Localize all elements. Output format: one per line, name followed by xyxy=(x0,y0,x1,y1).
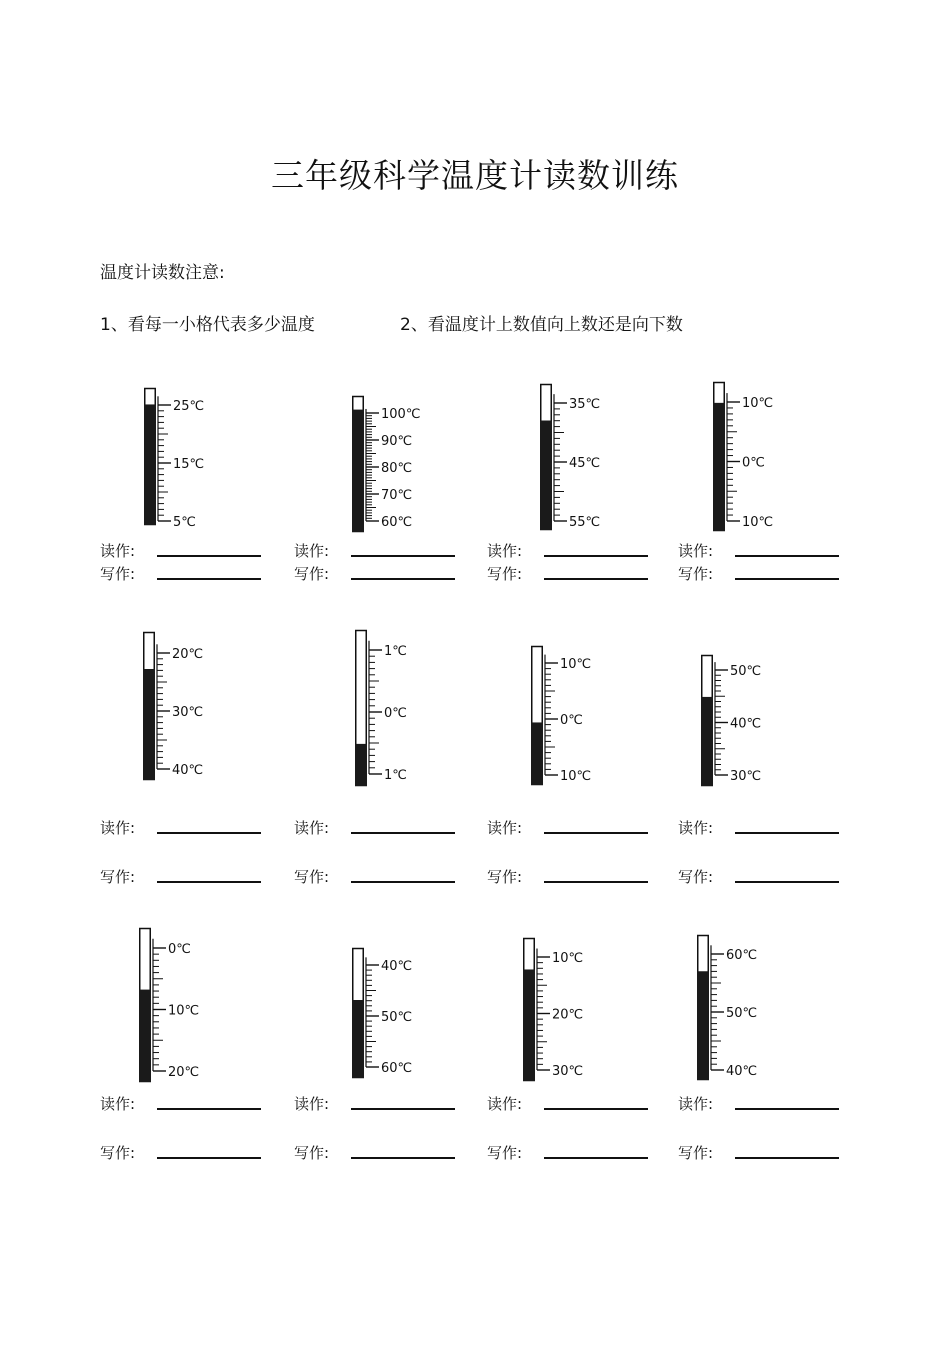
scale-label: 0℃ xyxy=(560,713,583,728)
scale-label: 0℃ xyxy=(384,706,407,721)
note-1: 1、看每一小格代表多少温度 xyxy=(100,315,315,335)
scale-label: 90℃ xyxy=(381,434,413,449)
notes-heading: 温度计读数注意: xyxy=(100,263,225,283)
read-answer-line[interactable] xyxy=(735,832,839,834)
scale-label: 0℃ xyxy=(742,455,765,471)
scale-label: 80℃ xyxy=(381,461,413,476)
read-label: 读作: xyxy=(487,1095,523,1113)
scale-label: 20℃ xyxy=(168,1065,200,1080)
scale-label: 35℃ xyxy=(569,397,601,412)
thermometer-graphic xyxy=(355,630,435,786)
scale-label: 10℃ xyxy=(742,515,774,530)
read-label: 读作: xyxy=(100,542,136,560)
write-answer-line[interactable] xyxy=(157,881,261,883)
scale-label: 10℃ xyxy=(560,769,592,784)
scale-label: 45℃ xyxy=(569,456,601,471)
thermometer-graphic xyxy=(713,382,793,531)
scale-label: 1℃ xyxy=(384,768,407,783)
read-answer-line[interactable] xyxy=(351,555,455,557)
scale-label: 25℃ xyxy=(173,399,205,414)
write-label: 写作: xyxy=(678,565,714,583)
scale-label: 40℃ xyxy=(172,763,204,778)
liquid-column xyxy=(523,969,535,1081)
thermometer-11 xyxy=(523,938,603,1081)
thermometer-graphic xyxy=(352,948,432,1078)
liquid-column xyxy=(139,990,151,1082)
thermometer-graphic xyxy=(701,655,781,786)
thermometer-graphic xyxy=(531,646,611,785)
liquid-column xyxy=(143,669,155,780)
scale-label: 70℃ xyxy=(381,488,413,503)
scale-label: 30℃ xyxy=(730,769,762,784)
read-answer-line[interactable] xyxy=(544,555,648,557)
liquid-column xyxy=(713,403,725,531)
thermometer-3 xyxy=(540,384,620,530)
thermometer-graphic xyxy=(697,935,777,1080)
read-label: 读作: xyxy=(678,1095,714,1113)
liquid-column xyxy=(540,421,552,531)
scale-label: 10℃ xyxy=(168,1003,200,1019)
read-answer-line[interactable] xyxy=(157,832,261,834)
scale-label: 10℃ xyxy=(552,951,584,966)
read-answer-line[interactable] xyxy=(735,1108,839,1110)
liquid-column xyxy=(531,722,543,785)
thermometer-7 xyxy=(531,646,611,785)
scale-label: 40℃ xyxy=(381,959,413,974)
scale-label: 20℃ xyxy=(552,1007,584,1023)
read-label: 读作: xyxy=(487,542,523,560)
page-title: 三年级科学温度计读数训练 xyxy=(271,156,679,195)
thermometer-6 xyxy=(355,630,435,786)
write-answer-line[interactable] xyxy=(735,881,839,883)
write-answer-line[interactable] xyxy=(351,1157,455,1159)
write-label: 写作: xyxy=(487,1144,523,1162)
scale-label: 20℃ xyxy=(172,647,204,662)
read-label: 读作: xyxy=(294,542,330,560)
write-answer-line[interactable] xyxy=(544,1157,648,1159)
read-answer-line[interactable] xyxy=(544,832,648,834)
thermometer-graphic xyxy=(352,396,432,532)
thermometer-1 xyxy=(144,388,224,530)
liquid-column xyxy=(352,1000,364,1078)
write-answer-line[interactable] xyxy=(351,881,455,883)
thermometer-5 xyxy=(143,632,223,780)
write-label: 写作: xyxy=(487,565,523,583)
read-answer-line[interactable] xyxy=(544,1108,648,1110)
read-answer-line[interactable] xyxy=(351,1108,455,1110)
note-2: 2、看温度计上数值向上数还是向下数 xyxy=(400,315,683,335)
read-label: 读作: xyxy=(294,819,330,837)
liquid-column xyxy=(701,697,713,786)
write-answer-line[interactable] xyxy=(735,578,839,580)
read-label: 读作: xyxy=(100,1095,136,1113)
read-answer-line[interactable] xyxy=(157,555,261,557)
scale-label: 50℃ xyxy=(726,1006,758,1021)
scale-label: 40℃ xyxy=(730,716,762,732)
scale-label: 50℃ xyxy=(730,664,762,679)
liquid-column xyxy=(144,404,156,525)
thermometer-9 xyxy=(139,928,219,1082)
read-label: 读作: xyxy=(100,819,136,837)
thermometer-graphic xyxy=(143,632,223,780)
write-answer-line[interactable] xyxy=(544,578,648,580)
scale-label: 50℃ xyxy=(381,1010,413,1025)
write-label: 写作: xyxy=(678,868,714,886)
scale-label: 10℃ xyxy=(560,657,592,672)
thermometer-2 xyxy=(352,396,432,532)
liquid-column xyxy=(355,744,367,786)
liquid-column xyxy=(697,971,709,1080)
scale-label: 55℃ xyxy=(569,515,601,530)
write-label: 写作: xyxy=(294,1144,330,1162)
read-answer-line[interactable] xyxy=(735,555,839,557)
read-label: 读作: xyxy=(487,819,523,837)
write-answer-line[interactable] xyxy=(157,1157,261,1159)
thermometer-graphic xyxy=(540,384,620,530)
write-label: 写作: xyxy=(678,1144,714,1162)
scale-label: 30℃ xyxy=(172,705,204,720)
write-label: 写作: xyxy=(100,1144,136,1162)
write-label: 写作: xyxy=(294,565,330,583)
write-answer-line[interactable] xyxy=(735,1157,839,1159)
thermometer-graphic xyxy=(523,938,603,1081)
scale-label: 5℃ xyxy=(173,515,196,530)
thermometer-graphic xyxy=(139,928,219,1082)
scale-label: 60℃ xyxy=(726,948,758,963)
scale-label: 60℃ xyxy=(381,515,413,530)
scale-label: 0℃ xyxy=(168,942,191,957)
read-answer-line[interactable] xyxy=(351,832,455,834)
scale-label: 30℃ xyxy=(552,1064,584,1079)
write-answer-line[interactable] xyxy=(157,578,261,580)
scale-label: 1℃ xyxy=(384,644,407,659)
read-label: 读作: xyxy=(678,542,714,560)
write-label: 写作: xyxy=(100,565,136,583)
thermometer-12 xyxy=(697,935,777,1080)
write-answer-line[interactable] xyxy=(544,881,648,883)
read-label: 读作: xyxy=(678,819,714,837)
scale-label: 15℃ xyxy=(173,457,205,472)
write-label: 写作: xyxy=(294,868,330,886)
write-label: 写作: xyxy=(100,868,136,886)
write-label: 写作: xyxy=(487,868,523,886)
scale-label: 10℃ xyxy=(742,396,774,411)
read-answer-line[interactable] xyxy=(157,1108,261,1110)
thermometer-10 xyxy=(352,948,432,1078)
thermometer-graphic xyxy=(144,388,224,530)
scale-label: 40℃ xyxy=(726,1064,758,1079)
thermometer-8 xyxy=(701,655,781,786)
scale-label: 60℃ xyxy=(381,1061,413,1076)
scale-label: 100℃ xyxy=(381,407,421,422)
write-answer-line[interactable] xyxy=(351,578,455,580)
liquid-column xyxy=(352,410,364,532)
read-label: 读作: xyxy=(294,1095,330,1113)
thermometer-4 xyxy=(713,382,793,531)
